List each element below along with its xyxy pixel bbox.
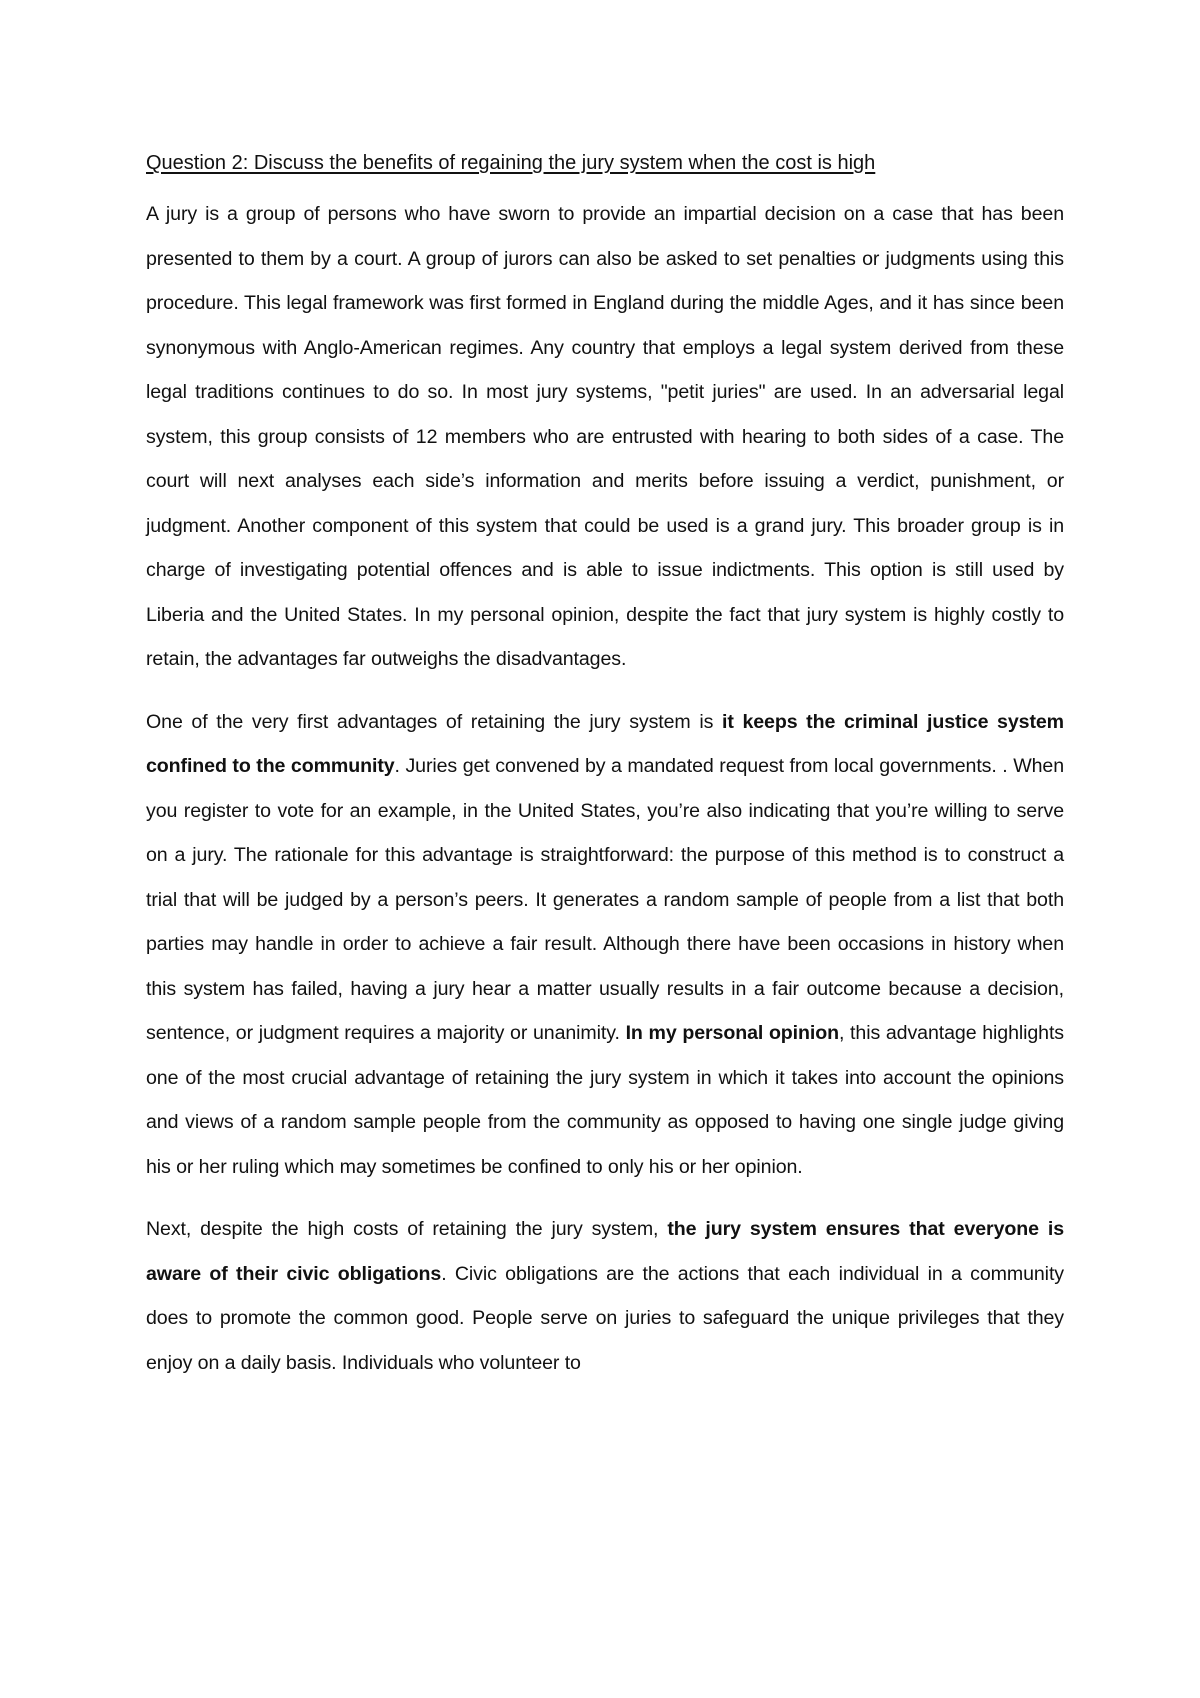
- bold-key-point: it keeps the criminal justice system confined to the community: [146, 710, 1064, 777]
- question-title: Question 2: Discuss the benefits of regaining the jury system when the cost is high: [146, 152, 876, 174]
- paragraph-text: A jury is a group of persons who have sworn to provide an impartial decision on a case that has been presented to them by a court. A group of jurors can also be asked to set penalties or judgments using this procedure. This legal framework was first formed in England during the middle Ages, and it has since been synonymous with Anglo-American regimes. Any country that employs a legal system derived from these legal traditions continues to do so. In most jury systems, "petit juries" are used. In an adversarial legal system, this group consists of 12 members who are entrusted with hearing to both sides of a case. The court will next analyses each side’s information and merits before issuing a verdict, punishment, or judgment. Another component of this system that could be used is a grand jury. This broader group is in charge of investigating potential offences and is able to issue indictments. This option is still used by Liberia and the United States. In my personal opinion, despite the fact that jury system is highly costly to retain, the advantages far outweighs the disadvantages.: [146, 203, 1064, 670]
- paragraph-community-advantage: [146, 700, 1064, 1190]
- bold-key-point: the jury system ensures that everyone is aware of their civic obligations: [146, 1218, 1064, 1285]
- paragraph-text: . Juries get convened by a mandated request from local governments. . When you register to vote for an example, in the United States, you’re also indicating that you’re willing to serve on a jury. The rationale for this advantage is straightforward: the purpose of this method is to construct a trial that will be judged by a person’s peers. It generates a random sample of people from a list that both parties may handle in order to achieve a fair result. Although there have been occasions in history when this system has failed, having a jury hear a matter usually results in a fair outcome because a decision, sentence, or judgment requires a majority or unanimity.: [146, 755, 1064, 1044]
- paragraph-text: One of the very first advantages of retaining the jury system is: [146, 710, 722, 733]
- paragraph-text: , this advantage highlights one of the most crucial advantage of retaining the jury system in which it takes into account the opinions and views of a random sample people from the community as opposed to having one single judge giving his or her ruling which may sometimes be confined to only his or her opinion.: [146, 1022, 1065, 1178]
- bold-opinion-phrase: In my personal opinion: [625, 1022, 839, 1044]
- paragraph-introduction: [146, 192, 1064, 682]
- paragraph-civic-obligations: [146, 1207, 1064, 1385]
- paragraph-text: . Civic obligations are the actions that each individual in a community does to promote the common good. People serve on juries to safeguard the unique privileges that they enjoy on a daily basis. Individuals who volunteer to: [146, 1262, 1064, 1374]
- paragraph-text: Next, despite the high costs of retaining the jury system,: [146, 1218, 668, 1240]
- document-body: [146, 148, 1064, 1403]
